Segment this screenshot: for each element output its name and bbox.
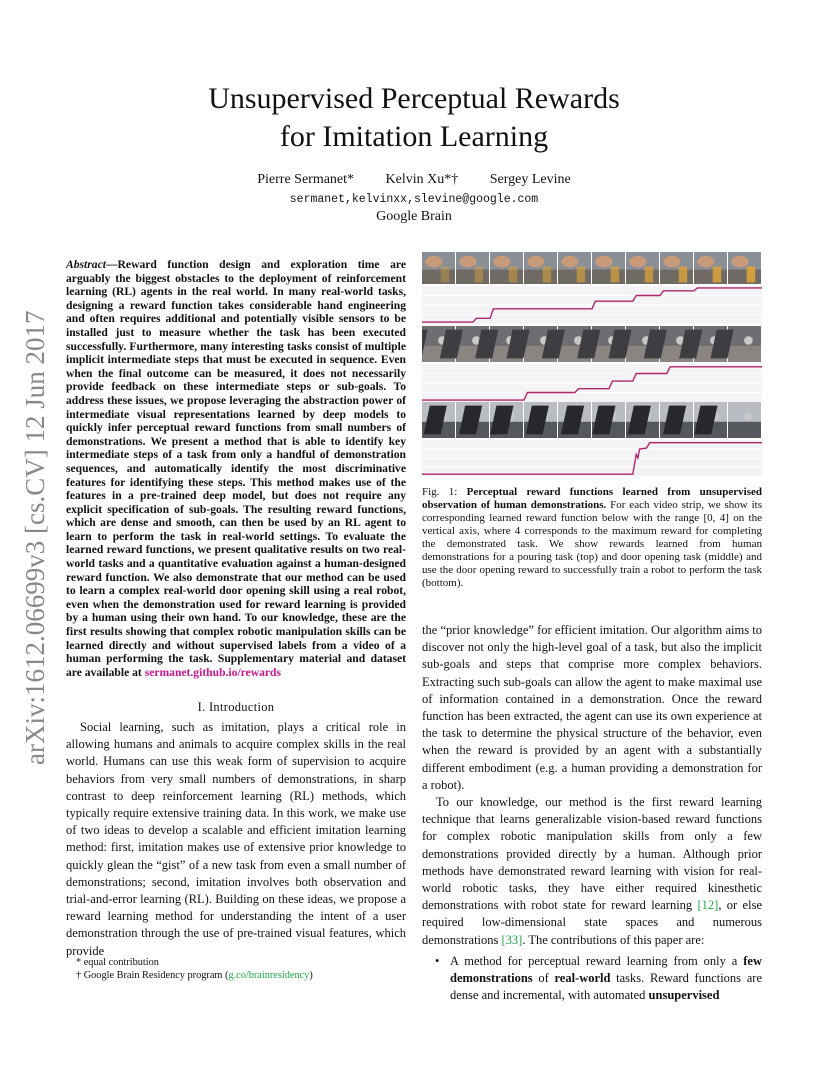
reward-plot-pouring bbox=[422, 286, 762, 324]
right-paragraph-2: To our knowledge, our method is the first reward learning technique that learns generalizable vision-based reward functions for complex robotic manipulation skills from only a few demonstrations provided directly by a human. Although prior methods have demonstrated reward learning with vision for real-world robotic tasks, they have either required kinesthetic demonstrations with robot state for reward learning [12], or else required low-dimensional state spaces and numerous demonstrations [33]. The contributions of this paper are: bbox=[422, 795, 762, 947]
title-line-1: Unsupervised Perceptual Rewards bbox=[208, 82, 620, 115]
strip-frame bbox=[422, 252, 455, 284]
caption-bold: Perceptual reward functions learned from unsupervised observation of human demonstrations. bbox=[422, 486, 762, 511]
footnote-equal: * equal contribution bbox=[76, 957, 159, 968]
supplementary-link[interactable]: sermanet.github.io/rewards bbox=[144, 665, 282, 679]
strip-frame bbox=[592, 252, 625, 284]
strip-frame bbox=[694, 252, 727, 284]
abstract-lead: Abstract bbox=[66, 258, 106, 271]
strip-frame bbox=[524, 252, 557, 284]
caption-label: Fig. 1: bbox=[422, 486, 467, 498]
reward-plot-door-human bbox=[422, 364, 762, 402]
caption-text: For each video strip, we show its corresponding learned reward function below with the range [0, 4] on the vertical axis, where 4 corresponds to the maximum reward for completing the demonstrated task. We show rewards learned from human demonstrations for a pouring task (top) and door opening task (middle) and use the door opening reward to successfully train a robot to perform the task (bottom). bbox=[422, 499, 763, 589]
right-paragraph-1: the “prior knowledge” for efficient imitation. Our algorithm aims to discover not only the high-level goal of a task, but also the implicit sub-goals and steps that comprise more complex behaviors. Extracting such sub-goals can allow the agent to make maximal use of information contained in a demonstration. Once the reward function has been extracted, the agent can use its own experience at the task to determine the physical structure of the behavior, even when the reward is provided by an agent with a substantially different embodiment (e.g. a human providing a demonstration for a robot). bbox=[422, 623, 762, 792]
arxiv-stamp: arXiv:1612.06699v3 [cs.CV] 12 Jun 2017 bbox=[20, 310, 50, 765]
paper-title bbox=[0, 80, 828, 156]
strip-frame bbox=[558, 252, 591, 284]
author-1: Pierre Sermanet* bbox=[257, 172, 355, 187]
video-strip-door-human bbox=[422, 326, 761, 362]
strip-frame bbox=[728, 252, 761, 284]
section-heading: I. Introduction bbox=[197, 700, 275, 714]
strip-frame bbox=[456, 252, 489, 284]
author-2: Kelvin Xu*† bbox=[385, 172, 459, 187]
figure-caption bbox=[422, 486, 762, 590]
contribution-bullet: • A method for perceptual reward learning from only a few demonstrations of real-world tasks. Reward functions are dense and incremental, with automated unsupervised bbox=[435, 953, 762, 1003]
intro-paragraph: Social learning, such as imitation, plays a critical role in allowing humans and animals to acquire complex skills in the real world. Humans can use this weak form of supervision to acquire behaviors from very small numbers of demonstrations, in sharp contrast to deep reinforcement learning (RL) methods, which typically require extensive training data. In this work, we make use of two ideas to develop a scalable and efficient imitation learning method: first, imitation makes use of extensive prior knowledge to quickly glean the “gist” of a new task from even a small number of demonstrations; second, imitation involves both observation and trial-and-error learning (RL). Building on these ideas, we propose a reward learning method for understanding the intent of a user demonstration through the use of pre-trained visual features, which provide bbox=[66, 720, 406, 958]
footnotes bbox=[66, 957, 406, 982]
strip-frame bbox=[660, 252, 693, 284]
author-list bbox=[0, 172, 828, 188]
figure-reward-strips bbox=[422, 252, 762, 476]
right-column-text bbox=[422, 622, 762, 1004]
video-strip-door-robot bbox=[422, 402, 761, 438]
video-strip-pouring bbox=[422, 252, 761, 284]
footnote-residency: † Google Brain Residency program (g.co/brainresidency) bbox=[76, 969, 313, 981]
bullet-dot: • bbox=[435, 953, 440, 968]
strip-frame bbox=[626, 252, 659, 284]
strip-frame bbox=[694, 402, 761, 438]
citation-12[interactable]: [12] bbox=[697, 898, 719, 913]
title-line-2: for Imitation Learning bbox=[279, 120, 549, 153]
citation-33[interactable]: [33] bbox=[501, 932, 523, 947]
reward-plot-door-robot bbox=[422, 440, 762, 476]
abstract-text: —Reward function design and exploration time are arguably the biggest obstacles to the deployment of reinforcement learning (RL) agents in the real world. In many real-world tasks, designing a reward function takes considerable hand engineering and often requires additional and potentially visible sensors to be installed just to measure whether the task has been executed successfully. Furthermore, many interesting tasks consist of multiple implicit intermediate steps that must be executed in sequence. Even when the final outcome can be measured, it does not necessarily provide feedback on these intermediate steps or sub-goals. To address these issues, we propose leveraging the abstraction power of intermediate visual representations learned by deep models to quickly infer perceptual reward functions from small numbers of demonstrations. We present a method that is able to identify key intermediate steps of a task from only a handful of demonstration sequences, and automatically identify the most discriminative features for identifying these steps. This method makes use of the features in a pre-trained deep model, but does not require any explicit specification of sub-goals. The resulting reward functions, which are dense and smooth, can then be used by an RL agent to learn to perform the task in real-world settings. To evaluate the learned reward functions, we present qualitative results on two real-world tasks and a quantitative evaluation against a human-designed reward function. We also demonstrate that our method can be used to learn a complex real-world door opening skill using a real robot, even when the demonstration used for reward learning is provided by a human using their own hand. To our knowledge, these are the first results showing that complex robotic manipulation skills can be learned directly and without supervised labels from a video of a human performing the task. Supplementary material and dataset are available at bbox=[66, 258, 406, 679]
abstract bbox=[66, 258, 406, 679]
author-3: Sergey Levine bbox=[489, 172, 571, 187]
strip-frame bbox=[490, 252, 523, 284]
affiliation: Google Brain bbox=[376, 209, 452, 224]
strip-frame bbox=[710, 326, 761, 362]
residency-link[interactable]: g.co/brainresidency bbox=[228, 969, 310, 981]
author-emails: sermanet,kelvinxx,slevine@google.com bbox=[289, 193, 539, 206]
